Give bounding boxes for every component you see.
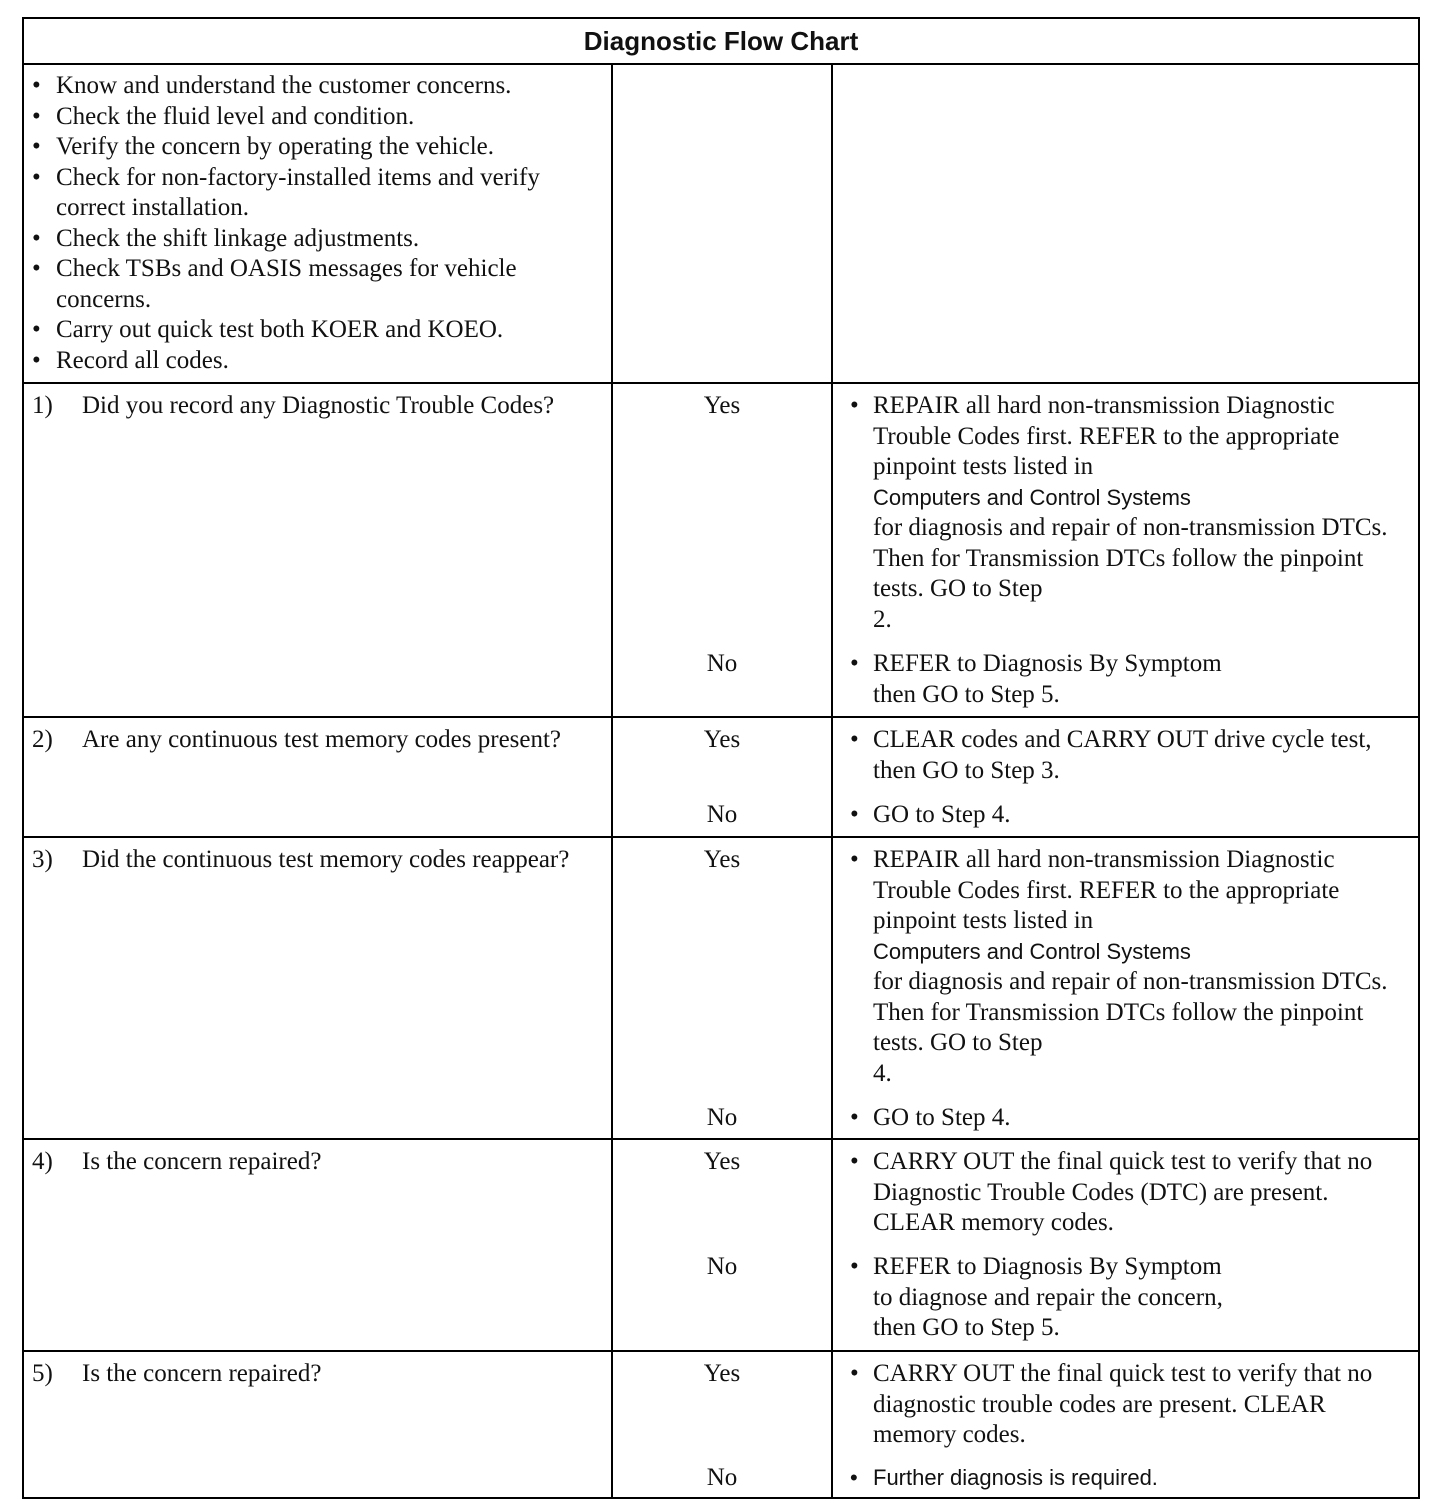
action-text: then GO to Step 5. [873,1314,1060,1341]
action-text: for diagnosis and repair of non-transmission DTCs. Then for Transmission DTCs follow the pinpoint tests. GO to Step [873,968,1388,1056]
question-text: Are any continuous test memory codes present? [82,726,562,753]
preliminary-checklist [24,71,609,376]
action-text: REFER to Diagnosis By Symptom [873,1253,1222,1280]
answer-yes: Yes [703,392,741,419]
checklist-item: • Record all codes. [24,346,609,377]
row-divider [24,836,1418,838]
step-5-question [32,1359,602,1390]
answer-no: No [706,801,738,828]
action-text: 4. [873,1059,892,1087]
action-text: for diagnosis and repair of non-transmission DTCs. Then for Transmission DTCs follow the pinpoint tests. GO to Step [873,514,1388,602]
answer-no: No [706,1464,738,1491]
checklist-item: • Carry out quick test both KOER and KOEO. [24,315,609,346]
action-text: • GO to Step 4. [842,1103,1414,1134]
checklist-item: • Check for non-factory-installed items and verify correct installation. [24,163,609,224]
question-text: Is the concern repaired? [82,1148,322,1175]
step-1-question [32,391,602,422]
question-text: Did you record any Diagnostic Trouble Codes? [82,392,555,419]
question-text: Is the concern repaired? [82,1360,322,1387]
step-2-question [32,725,602,756]
action-text: REFER to Diagnosis By Symptom [873,650,1222,677]
answer-yes: Yes [703,846,741,873]
row-divider [24,1138,1418,1140]
action-text: • GO to Step 4. [842,800,1414,831]
action-text: 2. [873,605,892,633]
step-2-yes-action [842,725,1414,786]
answer-no: No [706,1253,738,1280]
action-text: to diagnose and repair the concern, [873,1283,1223,1311]
action-text: • CARRY OUT the final quick test to verify that no Diagnostic Trouble Codes (DTC) are present. CLEAR memory codes. [842,1147,1414,1239]
manual-section-reference: Computers and Control Systems [873,938,1191,964]
action-text: then GO to Step 5. [873,680,1060,708]
checklist-item: • Verify the concern by operating the vehicle. [24,132,609,163]
row-divider [24,716,1418,718]
checklist-item: • Check TSBs and OASIS messages for vehicle concerns. [24,254,609,315]
step-1-no-action [842,649,1414,710]
action-text: • CLEAR codes and CARRY OUT drive cycle test, then GO to Step 3. [842,725,1414,786]
action-text: • Further diagnosis is required. [842,1463,1414,1494]
step-number: 5) [32,1360,53,1387]
checklist-item: • Check the fluid level and condition. [24,102,609,133]
step-number: 2) [32,726,53,753]
answer-no: No [706,1104,738,1131]
row-divider [24,1350,1418,1352]
step-number: 4) [32,1148,53,1175]
step-5-no-action [842,1463,1414,1494]
diagnostic-flow-chart-table [22,17,1420,1499]
step-number: 1) [32,392,53,419]
answer-yes: Yes [703,1360,741,1387]
checklist-item: • Check the shift linkage adjustments. [24,224,609,255]
step-5-yes-action [842,1359,1414,1451]
step-2-no-action [842,800,1414,831]
step-3-yes-action [842,845,1414,1089]
action-text: • CARRY OUT the final quick test to verify that no diagnostic trouble codes are present. CLEAR memory codes. [842,1359,1414,1451]
answer-yes: Yes [703,1148,741,1175]
row-divider [24,382,1418,384]
step-number: 3) [32,846,53,873]
step-4-question [32,1147,602,1178]
table-title: Diagnostic Flow Chart [24,19,1418,65]
step-4-no-action [842,1252,1414,1344]
checklist-item: • Know and understand the customer concerns. [24,71,609,102]
question-text: Did the continuous test memory codes reappear? [82,846,570,873]
step-1-yes-action [842,391,1414,635]
step-3-no-action [842,1103,1414,1134]
answer-yes: Yes [703,726,741,753]
answer-no: No [706,650,738,677]
step-3-question [32,845,602,876]
step-4-yes-action [842,1147,1414,1239]
manual-section-reference: Computers and Control Systems [873,484,1191,510]
action-text: REPAIR all hard non-transmission Diagnostic Trouble Codes first. REFER to the appropriate pinpoint tests listed in [873,846,1340,934]
action-text: REPAIR all hard non-transmission Diagnostic Trouble Codes first. REFER to the appropriate pinpoint tests listed in [873,392,1340,480]
